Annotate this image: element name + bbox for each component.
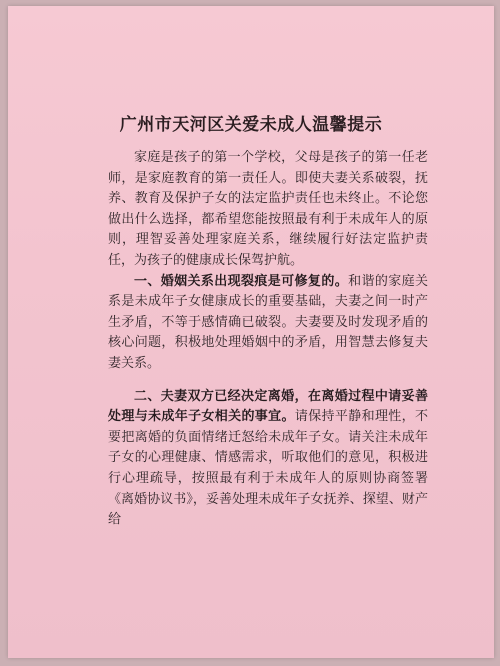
intro-paragraph: 家庭是孩子的第一个学校，父母是孩子的第一任老师，是家庭教育的第一责任人。即使夫妻关系破裂，抚养、教育及保护子女的法定监护责任也未终止。不论您做出什么选择，都希望您能按照最有利于未成年人的原则，理智妥善处理家庭关系，继续履行好法定监护责任，为孩子的健康成长保驾护航。 [108, 150, 428, 268]
section-2-heading: 二、夫妻双方已经决定离婚，在离婚过程中请妥善处理与未成年子女相关的事宜。 [108, 388, 428, 425]
document-title: 广州市天河区关爱未成人温馨提示 [119, 115, 383, 135]
section-1-paragraph [108, 272, 428, 375]
section-2-text: 请保持平静和理性，不要把离婚的负面情绪迁怒给未成年子女。请关注未成年子女的心理健康、情感需求，听取他们的意见，积极进行心理疏导，按照最有利于未成年人的原则协商签署《离婚协议书》，妥善处理未成年子女抚养、探望、财产给 [108, 409, 428, 528]
section-2-paragraph [108, 387, 428, 531]
document-page [8, 6, 494, 658]
document-body [108, 148, 428, 531]
section-1-heading: 一、婚姻关系出现裂痕是可修复的。 [134, 273, 349, 289]
section-1-text: 和谐的家庭关系是未成年子女健康成长的重要基础，夫妻之间一时产生矛盾，不等于感情确已破裂。夫妻要及时发现矛盾的核心问题，积极地处理婚姻中的矛盾，用智慧去修复夫妻关系。 [108, 273, 428, 371]
